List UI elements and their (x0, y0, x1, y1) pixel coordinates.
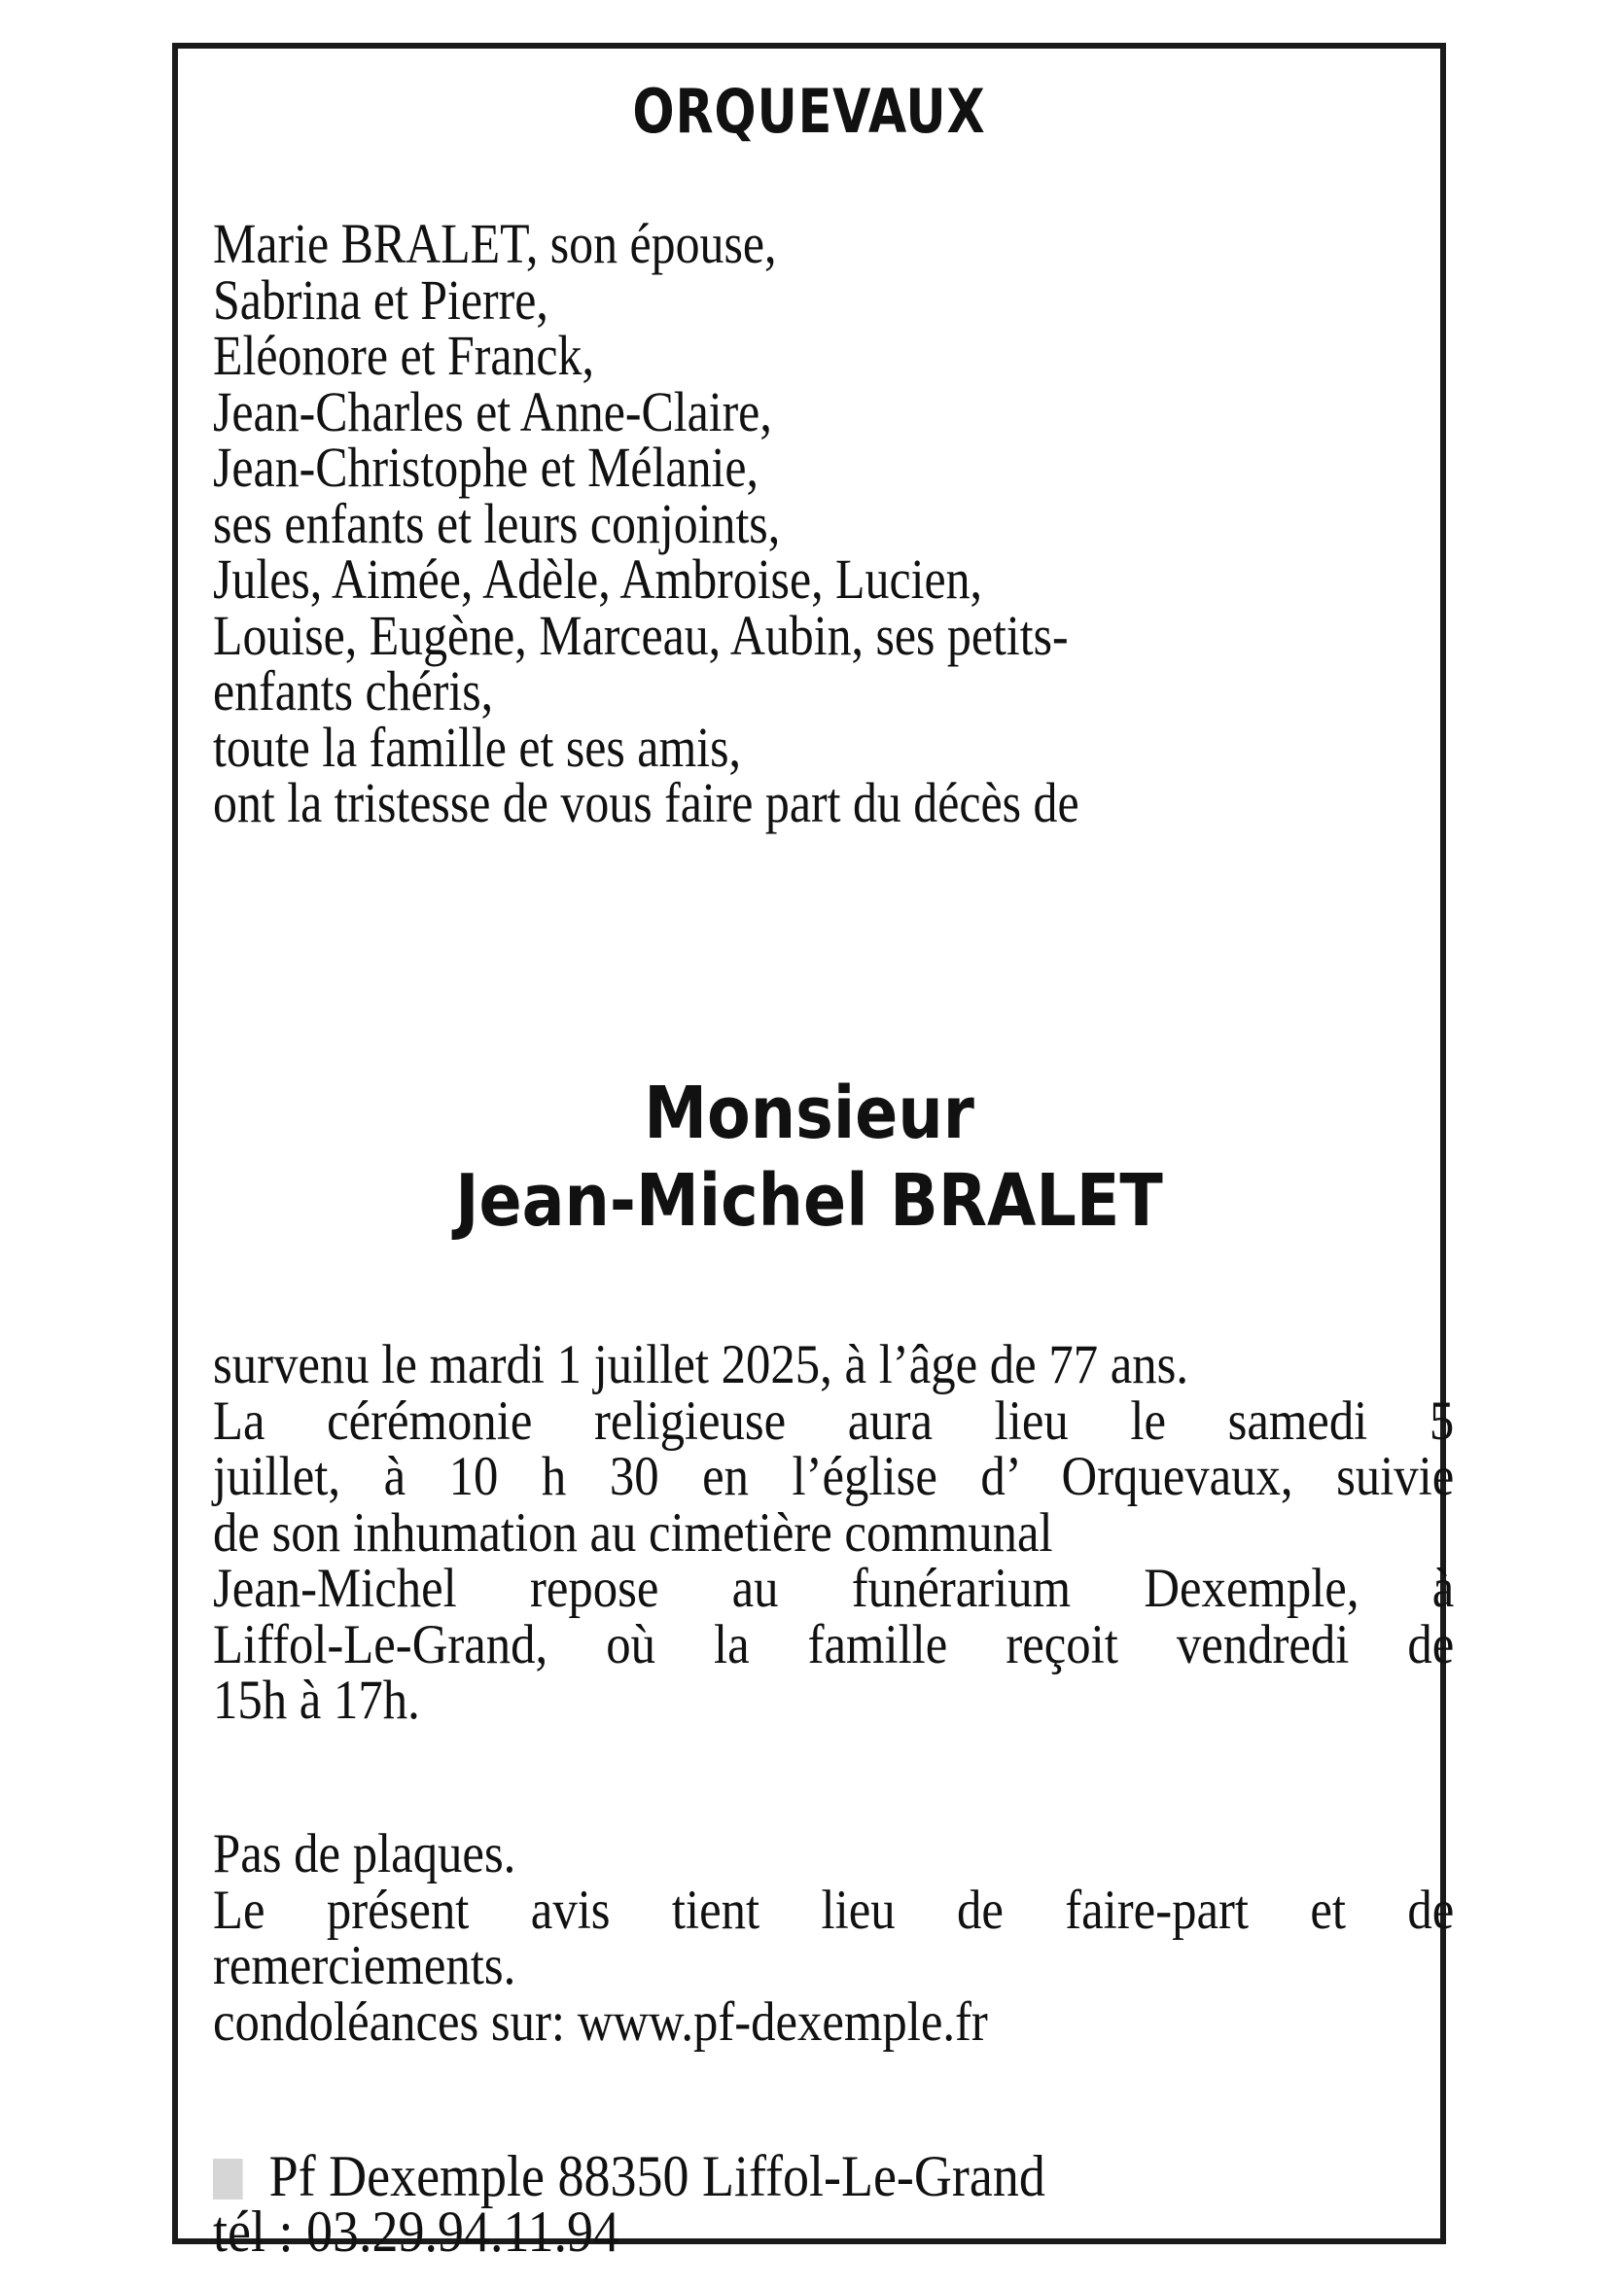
condolences-line: condoléances sur: www.pf-dexemple.fr (213, 1990, 988, 2053)
family-line: Marie BRALET, son épouse, (213, 212, 777, 275)
family-line: enfants chéris, (213, 659, 494, 722)
family-line: Eléonore et Franck, (213, 324, 594, 387)
family-line: Jean-Charles et Anne-Claire, (213, 379, 772, 443)
details-line: survenu le mardi 1 juillet 2025, à l’âge de 77 ans. (213, 1334, 1189, 1395)
ceremony-details (213, 1334, 1455, 1731)
family-line: toute la famille et ses amis, (213, 715, 741, 779)
family-announcement (213, 212, 1300, 834)
family-line: Jean-Christophe et Mélanie, (213, 436, 759, 499)
location-title: ORQUEVAUX (632, 76, 986, 147)
family-line: ont la tristesse de vous faire part du décès de (213, 771, 1079, 834)
funeral-home-logo-icon (213, 2159, 243, 2200)
deceased-name: Jean-Michel BRALET (455, 1159, 1163, 1243)
family-line: Jules, Aimée, Adèle, Ambroise, Lucien, (213, 547, 982, 611)
obituary-notice-frame (172, 43, 1455, 2264)
deceased-honorific: Monsieur (644, 1072, 974, 1155)
details-line: Liffol-Le-Grand, où la famille reçoit vendredi de (213, 1613, 1455, 1675)
family-line: ses enfants et leurs conjoints, (213, 491, 781, 555)
details-line: 15h à 17h. (213, 1670, 420, 1731)
company-row (213, 2144, 1351, 2208)
details-line: de son inhumation au cimetière communal (213, 1501, 1053, 1564)
family-line: Louise, Eugène, Marceau, Aubin, ses petits- (213, 603, 1069, 667)
family-line: Sabrina et Pierre, (213, 267, 548, 332)
notice-notes (213, 1823, 1455, 2053)
details-line: Jean-Michel repose au funérarium Dexemple, à (213, 1558, 1455, 1619)
notes-line: remerciements. (213, 1935, 516, 1996)
company-line: Pf Dexemple 88350 Liffol-Le-Grand (268, 2144, 1045, 2208)
notes-line: Pas de plaques. (213, 1823, 516, 1884)
deceased-name-block (254, 1070, 1364, 1245)
details-line: La cérémonie religieuse aura lieu le samedi 5 (213, 1390, 1455, 1452)
notes-line: Le présent avis tient lieu de faire-part et de (213, 1879, 1455, 1941)
phone-line: tél : 03.29.94.11.94 (213, 2200, 619, 2264)
funeral-home-contact (213, 2144, 1351, 2264)
details-line: juillet, à 10 h 30 en l’église d’ Orquevaux, suivie (213, 1446, 1455, 1507)
